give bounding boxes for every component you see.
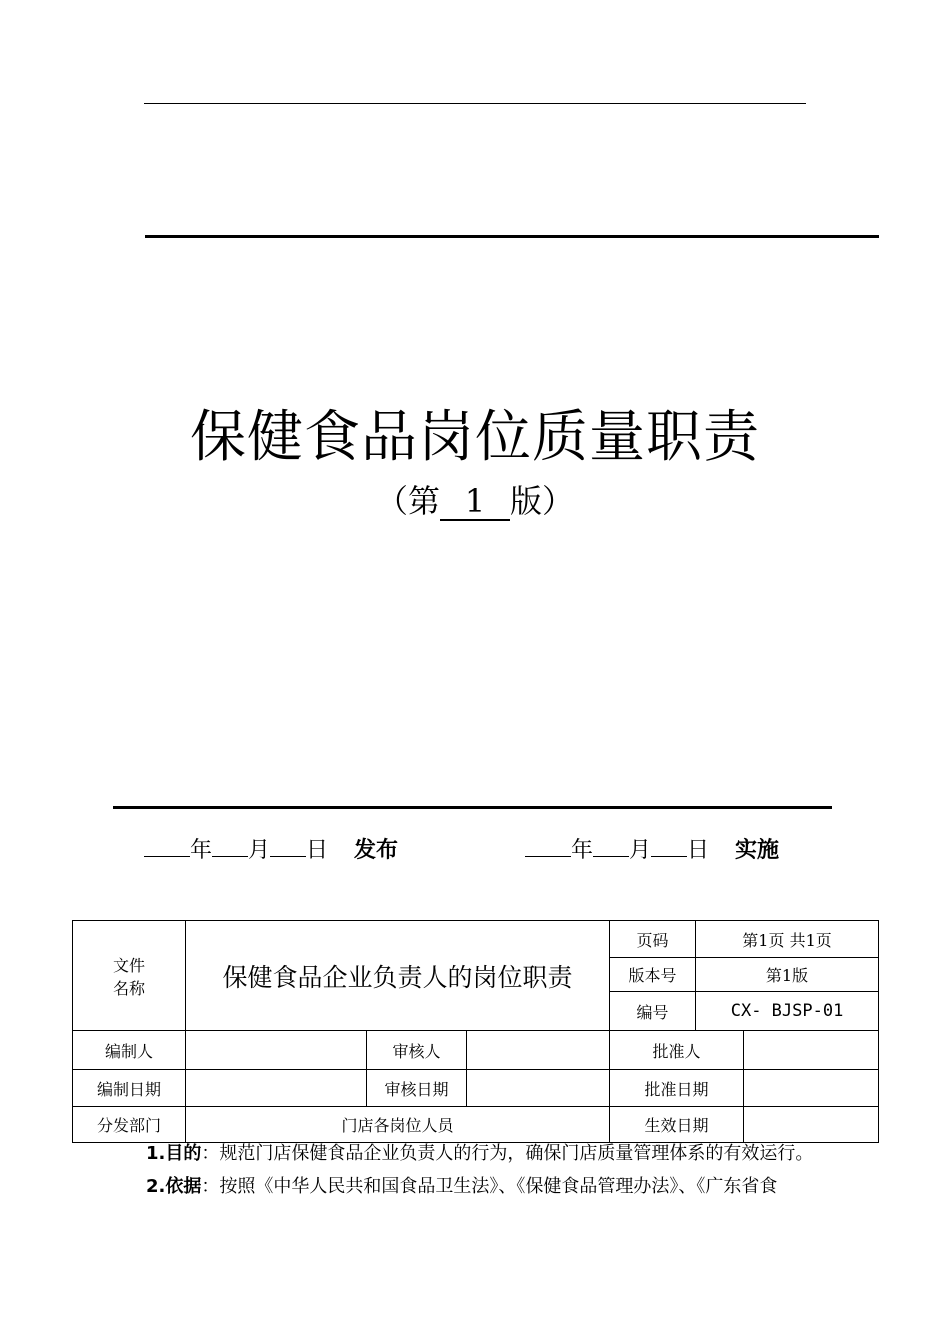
reviewed-by-label: 审核人 xyxy=(367,1031,467,1070)
publish-day-blank xyxy=(270,834,306,857)
doc-name-label-cell xyxy=(73,921,186,1031)
implement-date-line xyxy=(525,834,779,868)
prepared-date-value xyxy=(186,1070,367,1107)
document-title: 保健食品岗位质量职责 xyxy=(190,405,760,470)
prepared-by-label: 编制人 xyxy=(73,1031,186,1070)
purpose-paragraph xyxy=(146,1140,813,1168)
purpose-label: 1.目的 xyxy=(146,1143,202,1164)
implement-month-blank xyxy=(593,834,629,857)
purpose-text: ：规范门店保健食品企业负责人的行为，确保门店质量管理体系的有效运行。 xyxy=(201,1143,814,1164)
implement-label: 实施 xyxy=(735,838,780,863)
top-divider xyxy=(145,235,879,238)
basis-text: ：按照《中华人民共和国食品卫生法》、《保健食品管理办法》、《广东省食 xyxy=(201,1176,778,1197)
document-control-table xyxy=(72,920,879,1143)
implement-month-label: 月 xyxy=(629,838,652,863)
publish-date-line xyxy=(144,834,398,868)
doc-name-label-line2: 名称 xyxy=(112,978,145,998)
code-label: 编号 xyxy=(610,992,696,1031)
edition-open: （第 xyxy=(375,482,440,520)
publish-day-label: 日 xyxy=(306,838,329,863)
prepared-by-value xyxy=(186,1031,367,1070)
edition-line xyxy=(0,478,950,524)
doc-name-value: 保健食品企业负责人的岗位职责 xyxy=(186,921,610,1031)
implement-day-label: 日 xyxy=(687,838,710,863)
approved-by-value xyxy=(744,1031,879,1070)
distribution-label: 分发部门 xyxy=(73,1107,186,1143)
effective-date-label: 生效日期 xyxy=(610,1107,744,1143)
prepared-date-label: 编制日期 xyxy=(73,1070,186,1107)
publish-month-blank xyxy=(212,834,248,857)
publish-year-blank xyxy=(144,834,190,857)
implement-day-blank xyxy=(651,834,687,857)
page-label: 页码 xyxy=(610,921,696,958)
approved-by-label: 批准人 xyxy=(610,1031,744,1070)
header-rule xyxy=(144,103,806,104)
effective-date-value xyxy=(744,1107,879,1143)
implement-year-label: 年 xyxy=(571,838,594,863)
edition-number: 1 xyxy=(440,483,510,521)
reviewed-date-label: 审核日期 xyxy=(367,1070,467,1107)
basis-paragraph xyxy=(146,1173,777,1201)
version-value: 第1版 xyxy=(696,958,879,992)
basis-label: 2.依据 xyxy=(146,1176,202,1197)
edition-close: 版） xyxy=(510,482,575,520)
doc-name-label-line1: 文件 xyxy=(112,955,145,975)
page-value: 第1页 共1页 xyxy=(696,921,879,958)
publish-year-label: 年 xyxy=(190,838,213,863)
version-label: 版本号 xyxy=(610,958,696,992)
code-value: CX- BJSP-01 xyxy=(696,992,879,1031)
reviewed-date-value xyxy=(467,1070,610,1107)
reviewed-by-value xyxy=(467,1031,610,1070)
publish-label: 发布 xyxy=(354,838,399,863)
bottom-divider xyxy=(113,806,832,809)
implement-year-blank xyxy=(525,834,571,857)
approved-date-value xyxy=(744,1070,879,1107)
distribution-value: 门店各岗位人员 xyxy=(186,1107,610,1143)
publish-month-label: 月 xyxy=(248,838,271,863)
approved-date-label: 批准日期 xyxy=(610,1070,744,1107)
